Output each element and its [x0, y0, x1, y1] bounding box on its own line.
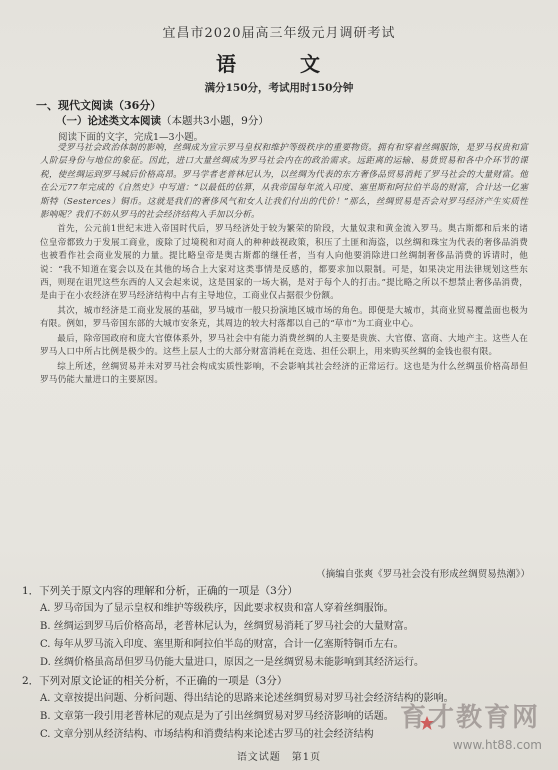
question-stem: 2．下列对原文论证的相关分析，不正确的一项是（3分）: [22, 675, 288, 687]
subsection-heading: [56, 113, 269, 128]
passage-paragraph: 最后，除帝国政府和庞大官僚体系外，罗马社会中有能力消费丝绸的人主要是贵族、大官僚、富商、大地产主。这些人在罗马人口中所占比例是极少的。这些上层人士的大部分财富消耗在竞选、担任公职上，用来购买丝绸的金钱也很有限。: [40, 333, 528, 358]
passage-body: [40, 142, 528, 388]
watermark-url: www.ht88.com: [452, 738, 542, 752]
question-stem: 1．下列关于原文内容的理解和分析，正确的一项是（3分）: [22, 585, 298, 597]
passage-paragraph: 其次，城市经济是工商业发展的基础，罗马城市一般只扮演地区城市场的角色。即便是大城市，其商业贸易覆盖面也极为有限。例如，罗马帝国东部的大城市安条克，其周边的较大村落都以自己的“草市”为工商业中心。: [40, 305, 528, 330]
subsection-title: （一）论述类文本阅读: [56, 115, 161, 127]
question-option: A. 文章按提出问题、分析问题、得出结论的思路来论述丝绸贸易对罗马社会经济结构的影响。: [40, 693, 454, 704]
watermark: [364, 703, 554, 760]
question-option: B. 文章第一段引用老普林尼的观点是为了引出丝绸贸易对罗马经济影响的话题。: [40, 711, 394, 722]
question-option: C. 每年从罗马流入印度、塞里斯和阿拉伯半岛的财富，合计一亿塞斯特铜币左右。: [40, 639, 404, 650]
exam-meta: 满分150分，考试用时150分钟: [204, 82, 354, 94]
passage-paragraph: 首先，公元前1世纪末进入帝国时代后，罗马经济处于较为繁荣的阶段，大量奴隶和黄金流入罗马。奥古斯都和后来的诸位皇帝都致力于发展工商业，废除了过境税和对商人的种种歧视政策，积压了土匪和海盗，以丝绸和珠宝为代表的奢侈品消费也被看作社会商业发展的力量。提比略皇帝是奥古斯都的继任者，当有人向他要消除进口丝绸制奢侈品消费的诉请时，他说：“我不知道在宴会以及在其他的场合上大家对这类事情是反感的，都要求加以限制。可是，如果决定用法律规划这些东西，则现在诅咒这些东西的人又会起来说，这是国家的一场大祸，是对于每个人的打击。”提比略之所以不想禁止奢侈品消费，是由于在小农经济在罗马经济结构中占有主导地位，工商业仅占据很少份额。: [40, 224, 528, 302]
exam-header: 宜昌市2020届高三年级元月调研考试: [162, 26, 396, 41]
subject-title: 语 文: [216, 52, 342, 76]
page-footer: 语文试题 第1页: [236, 752, 322, 763]
question-option: D. 丝绸价格虽高昂但罗马仍能大量进口，原因之一是丝绸贸易未能影响到其经济运行。: [40, 657, 425, 668]
subsection-note: （本题共3小题，9分）: [161, 115, 269, 127]
question-option: A. 罗马帝国为了显示皇权和维护等级秩序，因此要求权贵和富人穿着丝绸服饰。: [40, 603, 394, 614]
question-option: B. 丝绸运到罗马后价格高昂，老普林尼认为，丝绸贸易消耗了罗马社会的大量财富。: [40, 621, 414, 632]
passage-source: （摘编自张爽《罗马社会没有形成丝绸贸易热潮》）: [316, 569, 530, 580]
passage-paragraph: 受罗马社会政治体制的影响，丝绸成为宣示罗马皇权和维护等级秩序的重要物资。拥有和穿着丝绸服饰，是罗马权贵和富人阶层身份与地位的象征。因此，进口大量丝绸成为罗马社会内在的政治需求。远距离的运输、易货贸易和各中介环节的课税，使丝绸运到罗马城后价格高昂。罗马学者老普林尼认为，以丝绸为代表的东方奢侈品贸易消耗了罗马社会的大量财富。他在公元77年完成的《自然史》中写道：“以最低的估算，从我帝国每年流入印度、塞里斯和阿拉伯半岛的财富，合计达一亿塞斯特（Sesterces）铜币。这就是我们的奢侈风气和女人让我们付出的代价！”那么，丝绸贸易是否会对罗马经济产生实质性影响呢？我们不妨从罗马的社会经济结构入手加以分析。: [40, 143, 528, 221]
watermark-text: 育才教育网: [399, 703, 540, 733]
question-option: C. 文章分别从经济结构、市场结构和消费结构来论述古罗马的社会经济结构: [40, 729, 374, 740]
section-heading: 一、现代文阅读（36分）: [36, 99, 162, 112]
passage-paragraph: 综上所述，丝绸贸易并未对罗马社会构成实质性影响，不会影响其社会经济的正常运行。这也是为什么丝绸虽价格高昂但罗马仍能大量进口的主要原因。: [40, 361, 528, 385]
reading-instruction: 阅读下面的文字，完成1—3小题。: [58, 132, 204, 143]
